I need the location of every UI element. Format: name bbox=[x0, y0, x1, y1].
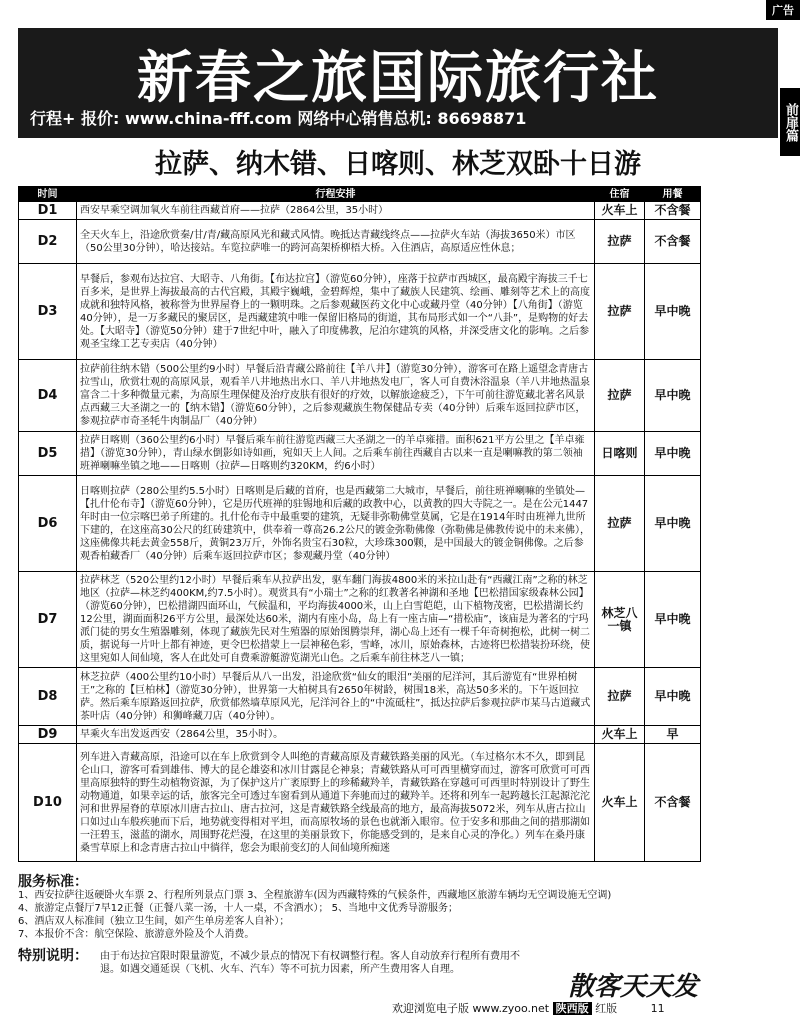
service-standards bbox=[18, 876, 782, 941]
contact-info: 行程+ 报价: www.china-fff.com 网络中心销售总机: 86698871 bbox=[30, 109, 527, 128]
itinerary-cell: 早乘火车出发返西安（2864公里，35小时）。 bbox=[77, 726, 595, 744]
side-tab: 前扉篇 bbox=[780, 88, 800, 156]
day-cell: D5 bbox=[19, 432, 77, 476]
day-cell: D3 bbox=[19, 264, 77, 360]
itinerary-cell: 拉萨日喀则（360公里约6小时）早餐后乘车前往游览西藏三大圣湖之一的羊卓雍措。面积621平方公里之【羊卓雍措】（游览30分钟），青山绿水倒影如诗如画，宛如天上人间。之后乘车前往西藏自古以来一直是喇嘛教的第二领袖班禅喇嘛坐镇之地——日喀则（拉萨—日喀则约320KM，约6小时） bbox=[77, 432, 595, 476]
table-row bbox=[19, 476, 701, 572]
stay-cell: 拉萨 bbox=[595, 360, 645, 432]
header-meal: 用餐 bbox=[645, 187, 701, 202]
stay-cell: 拉萨 bbox=[595, 476, 645, 572]
meal-cell: 不含餐 bbox=[645, 744, 701, 862]
meal-cell: 早中晚 bbox=[645, 668, 701, 726]
itinerary-cell: 列车进入青藏高原，沿途可以在车上欣赏到令人叫绝的青藏高原及青藏铁路美丽的风光。（车过格尔木不久，即到昆仑山口，游客可看到雄伟、博大的昆仑雄姿和冰川甘露昆仑神泉；青藏铁路从可可西里横穿而过，游客可欣赏可可西里高原独特的野生动植物资源，为了保护这片广袤原野上的珍稀藏羚羊，青藏铁路在穿越可可西里时特别设计了野生动物通道，如果幸运的话，旅客完全可透过车窗看到从通道下奔驰而过的藏羚羊。还将和列车一起跨越长江起源沱沱河和世界屋脊的草原冰川唐古拉山、唐古拉河，这是青藏铁路全线最高的地方，最高海拔5072米，列车从唐古拉山口如过山车般疾驰而下后，地势就变得相对平坦，而高原牧场的景色也就渐入眼帘。位于安多和那曲之间的措那湖如一汪碧玉，滋蓝的湖水，周围野花烂漫，在这里的美丽景致下，你能感受到的，是来自心灵的净化。）列车在桑丹康桑雪草原上和念青唐古拉山中徜徉，您会为眼前变幻的人间仙境所痴迷 bbox=[77, 744, 595, 862]
slogan: 散客天天发 bbox=[568, 972, 699, 1002]
day-cell: D1 bbox=[19, 202, 77, 220]
stay-cell: 火车上 bbox=[595, 744, 645, 862]
table-row bbox=[19, 220, 701, 264]
table-row bbox=[19, 726, 701, 744]
itinerary-cell: 林芝拉萨（400公里约10小时）早餐后从八一出发，沿途欣赏“仙女的眼泪”美丽的尼洋河，其后游览有“世界柏树王”之称的【巨柏林】（游览30分钟），世界第一大柏树具有2650年树龄，树围18米，高达50多米的。下午返回拉萨。然后乘车原路返回拉萨，欣赏郁然墙草原风光，尼洋河谷上的“中流砥柱”，抵达拉萨后参观拉萨市某马古道藏式茶叶店（40分钟）和狮峰藏刀店（40分钟）。 bbox=[77, 668, 595, 726]
day-cell: D2 bbox=[19, 220, 77, 264]
footer bbox=[392, 1000, 792, 1016]
footer-region: 陕西版 bbox=[553, 1002, 592, 1015]
itinerary-table bbox=[18, 186, 701, 862]
service-heading: 服务标准： bbox=[18, 874, 88, 890]
itinerary-cell: 拉萨林芝（520公里约12小时）早餐后乘车从拉萨出发，驱车翻门海拔4800米的米拉山赴有“西藏江南”之称的林芝地区（拉萨—林芝约400KM,约7.5小时）。观赏具有“小瑞士”之称的红教著名神湖和圣地【巴松措国家级森林公园】（游览60分钟），巴松措湖四面环山，气候温和，平均海拔4000米，山上白雪皑皑，山下植物茂密，巴松措湖长约12公里，湖面面积26平方公里，最深处达60米，湖内有座小岛，岛上有一座古庙—“措松庙”，该庙是为著名的宁玛派门徒的男女生殖器雕刻，体现了藏族先民对生殖器的原始图腾崇拜，湖心岛上还有一棵千年奇树抱松，此树一树二质，据说每一片叶上都有神迹，更令巴松措蒙上一层神秘色彩，雪峰，冰川，原始森林，古迹将巴松措装扮环绕，使这里宛如人间仙境，客人在此处可自费乘游艇游览湖光山色。之后乘车前往林芝八一镇； bbox=[77, 572, 595, 668]
stay-cell: 林芝八一镇 bbox=[595, 572, 645, 668]
meal-cell: 早中晚 bbox=[645, 360, 701, 432]
itinerary-cell: 早餐后，参观布达拉宫、大昭寺、八角街。【布达拉宫】（游览60分钟），座落于拉萨市西城区，最高殿宇海拔三千七百多米，是世界上海拔最高的古代宫殿，其殿宇巍峨，金碧辉煌，集中了藏族人民建筑、绘画、雕刻等艺术上的高度成就和独特风格，被称誉为世界屋脊上的一颗明珠。之后参观藏医药文化中心或藏丹堂（40分钟）【八角街】（游览40分钟），是一万多藏民的聚居区，是西藏建筑中唯一保留旧格局的街道，其布局形式如一个“八卦”，是购物的好去处。【大昭寺】（游览50分钟）建于7世纪中叶，融入了印度佛教，尼泊尔建筑的风格，并深受唐文化的影响。之后参观圣宝缘工艺专卖店（40分钟） bbox=[77, 264, 595, 360]
table-row bbox=[19, 744, 701, 862]
table-row bbox=[19, 572, 701, 668]
itinerary-cell: 日喀则拉萨（280公里约5.5小时）日喀则是后藏的首府，也是西藏第二大城市，早餐后，前往班禅喇嘛的坐镇处—【扎什伦布寺】（游览60分钟），它是历代班禅的驻锡地和后藏的政教中心，以黄教的四大寺院之一。是在公元1447年时由一位宗喀巴弟子所建的。扎什伦布寺中最重要的建筑，无疑非弥勒佛堂莫属，它是在1914年时由班禅九世所下建的，在这座高30公尺的红砖建筑中，供奉着一尊高26.2公尺的镀金弥勒佛像（弥勒佛是佛教传说中的未来佛），这座佛像共耗去黄金558斤，黄铜23万斤，外饰名贵宝石30粒，大珍珠300颗，是中国最大的镀金铜佛像。之后参观香柏藏香厂（40分钟）后乘车返回拉萨市区；参观藏丹堂（40分钟） bbox=[77, 476, 595, 572]
footer-edition: 红版 bbox=[595, 1002, 618, 1015]
itinerary-cell: 西安早乘空调加氧火车前往西藏首府——拉萨（2864公里，35小时） bbox=[77, 202, 595, 220]
day-cell: D4 bbox=[19, 360, 77, 432]
day-cell: D9 bbox=[19, 726, 77, 744]
itinerary-cell: 全天火车上，沿途欣赏秦/甘/青/藏高原风光和藏式风情。晚抵达青藏线终点——拉萨火车站（海拔3650米）市区（50公里30分钟），哈达接站。车览拉萨唯一的跨河高架桥柳梧大桥。入住酒店，高原适应性休息； bbox=[77, 220, 595, 264]
ad-tag: 广告 bbox=[766, 0, 800, 20]
meal-cell: 早中晚 bbox=[645, 264, 701, 360]
stay-cell: 日喀则 bbox=[595, 432, 645, 476]
table-row bbox=[19, 360, 701, 432]
day-cell: D8 bbox=[19, 668, 77, 726]
stay-cell: 拉萨 bbox=[595, 220, 645, 264]
meal-cell: 早中晚 bbox=[645, 432, 701, 476]
footer-site: 欢迎浏览电子版 www.zyoo.net bbox=[392, 1002, 550, 1015]
meal-cell: 不含餐 bbox=[645, 202, 701, 220]
stay-cell: 火车上 bbox=[595, 202, 645, 220]
header-time: 时间 bbox=[19, 187, 77, 202]
header-itinerary: 行程安排 bbox=[77, 187, 595, 202]
stay-cell: 火车上 bbox=[595, 726, 645, 744]
page-number: 11 bbox=[650, 1002, 665, 1015]
itinerary-cell: 拉萨前往纳木错（500公里约9小时）早餐后沿青藏公路前往【羊八井】（游览30分钟），游客可在路上遥望念青唐古拉雪山，欣赏壮观的高原风景，观看羊八井地热出水口、羊八井地热发电厂，客人可自费沐浴温泉（羊八井地热温泉富含二十多种微量元素，为高原生理保健及治疗皮肤有很好的疗效，以解旅途疲乏），下午可前往游览藏北著名风景点西藏三大圣湖之一的【纳木错】（游览60分钟），之后参观藏族生物保健品专卖（40分钟）后乘车返回拉萨市区，参观拉萨市奇圣牦牛肉制品厂（40分钟） bbox=[77, 360, 595, 432]
special-notice bbox=[18, 950, 578, 976]
meal-cell: 不含餐 bbox=[645, 220, 701, 264]
stay-cell: 拉萨 bbox=[595, 668, 645, 726]
meal-cell: 早中晚 bbox=[645, 476, 701, 572]
header-stay: 住宿 bbox=[595, 187, 645, 202]
service-line: 7、本报价不含：航空保险、旅游意外险及个人消费。 bbox=[18, 929, 255, 940]
table-row bbox=[19, 432, 701, 476]
top-bar bbox=[0, 0, 800, 20]
agency-banner bbox=[18, 28, 778, 138]
table-row bbox=[19, 668, 701, 726]
day-cell: D7 bbox=[19, 572, 77, 668]
notice-label: 特别说明： bbox=[18, 948, 88, 964]
stay-cell: 拉萨 bbox=[595, 264, 645, 360]
tour-title: 拉萨、纳木错、日喀则、林芝双卧十日游 bbox=[155, 149, 641, 180]
agency-name: 新春之旅国际旅行社 bbox=[137, 46, 659, 111]
service-line: 1、西安拉萨往返硬卧火车票 2、行程所列景点门票 3、全程旅游车(因为西藏特殊的气候条件，西藏地区旅游车辆均无空调设施无空调) bbox=[18, 890, 612, 901]
meal-cell: 早中晚 bbox=[645, 572, 701, 668]
day-cell: D10 bbox=[19, 744, 77, 862]
table-row bbox=[19, 202, 701, 220]
table-header bbox=[19, 187, 701, 202]
notice-text: 由于布达拉宫限时限量游览，不减少景点的情况下有权调整行程。客人自动放弃行程所有费用不退。如遇交通延误（飞机、火车、汽车）等不可抗力因素，所产生费用客人自理。 bbox=[100, 951, 520, 975]
service-line: 6、酒店双人标准间（独立卫生间，如产生单房差客人自补）； bbox=[18, 916, 290, 927]
day-cell: D6 bbox=[19, 476, 77, 572]
service-line: 4、旅游定点餐厅7早12正餐（正餐八菜一汤，十人一桌，不含酒水）； 5、当地中文优秀导游服务； bbox=[18, 903, 458, 914]
meal-cell: 早 bbox=[645, 726, 701, 744]
table-row bbox=[19, 264, 701, 360]
